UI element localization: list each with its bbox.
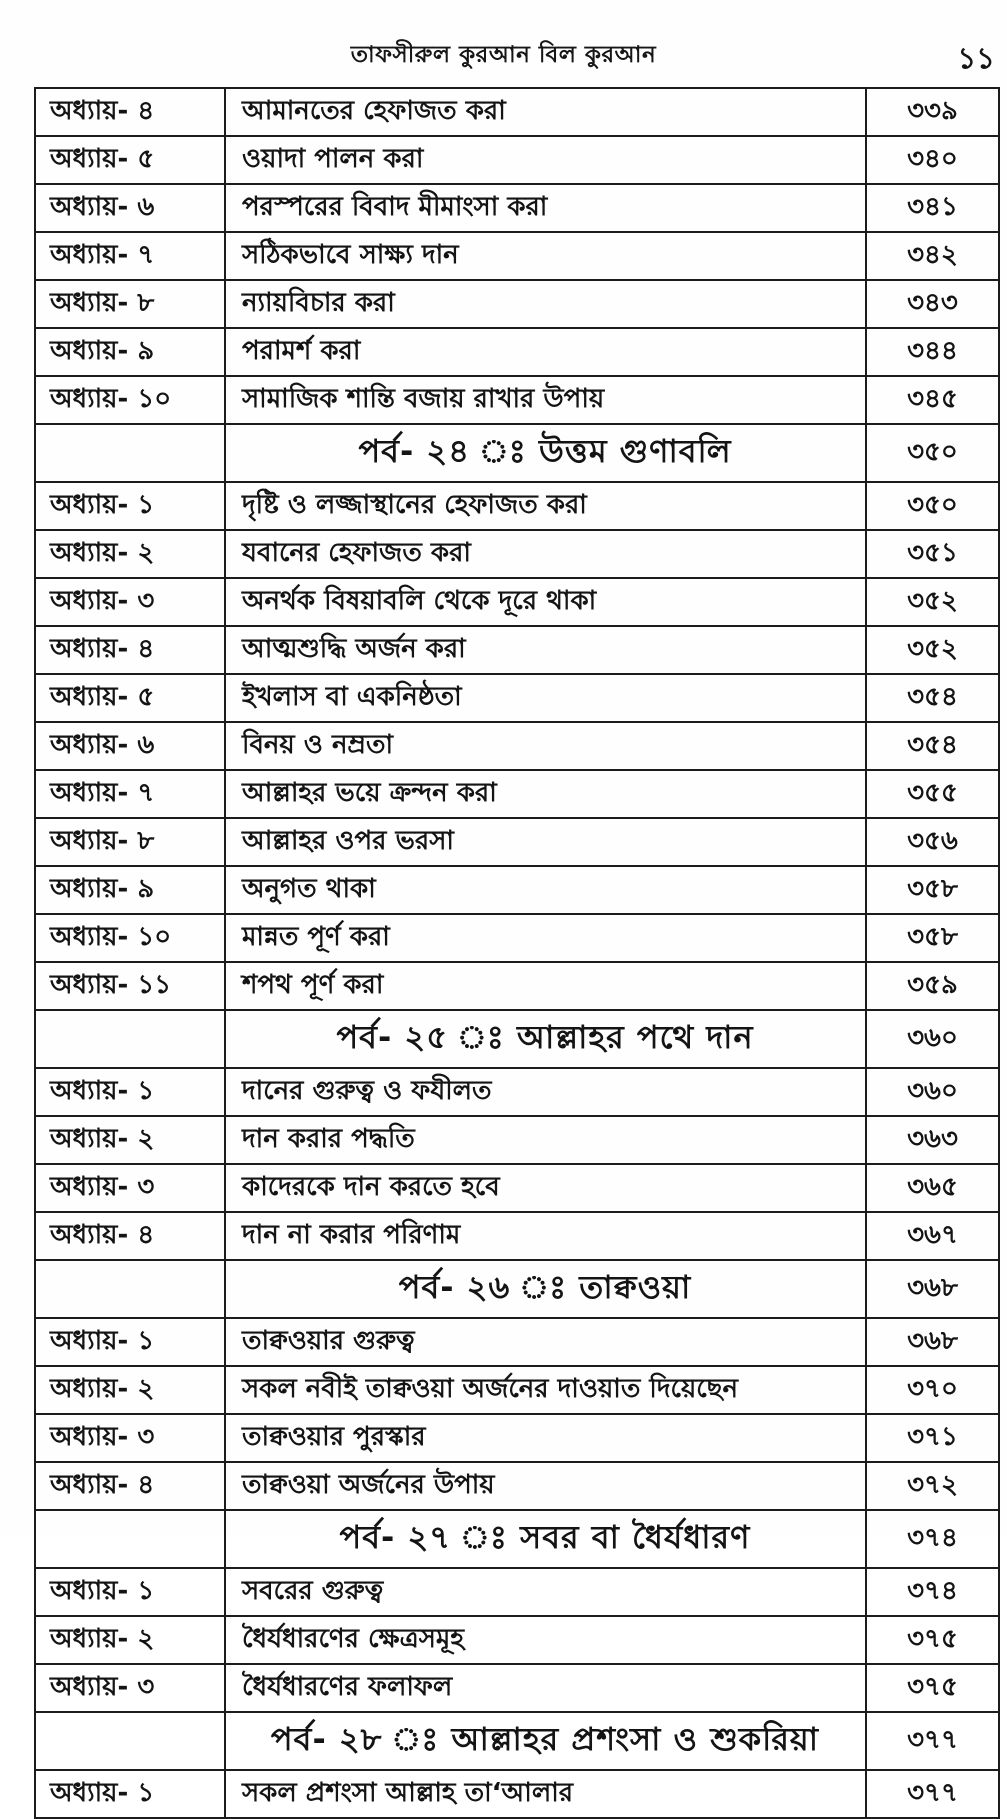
page-number: ৩৪৩ — [866, 280, 999, 328]
chapter-label: অধ্যায়- ২ — [35, 1116, 225, 1164]
page-number: ৩৫৪ — [866, 674, 999, 722]
page-number: ৩৫৬ — [866, 818, 999, 866]
page-number: ৩৬৭ — [866, 1212, 999, 1260]
toc-section-row — [35, 1510, 999, 1568]
chapter-title: সঠিকভাবে সাক্ষ্য দান — [225, 232, 866, 280]
toc-chapter-row — [35, 376, 999, 424]
chapter-title: সামাজিক শান্তি বজায় রাখার উপায় — [225, 376, 866, 424]
section-title: পর্ব- ২৬ ঃ তাক্বওয়া — [225, 1260, 866, 1318]
chapter-label: অধ্যায়- ৬ — [35, 722, 225, 770]
chapter-label: অধ্যায়- ৪ — [35, 1212, 225, 1260]
chapter-title: ওয়াদা পালন করা — [225, 136, 866, 184]
chapter-title: কাদেরকে দান করতে হবে — [225, 1164, 866, 1212]
chapter-label: অধ্যায়- ১ — [35, 1318, 225, 1366]
chapter-label: অধ্যায়- ২ — [35, 1366, 225, 1414]
chapter-label: অধ্যায়- ৫ — [35, 136, 225, 184]
page-number: ৩৪৪ — [866, 328, 999, 376]
chapter-title: দৃষ্টি ও লজ্জাস্থানের হেফাজত করা — [225, 482, 866, 530]
section-title: পর্ব- ২৫ ঃ আল্লাহর পথে দান — [225, 1010, 866, 1068]
chapter-title: ন্যায়বিচার করা — [225, 280, 866, 328]
chapter-label: অধ্যায়- ১ — [35, 482, 225, 530]
chapter-label: অধ্যায়- ৫ — [35, 674, 225, 722]
chapter-label — [35, 424, 225, 482]
chapter-label: অধ্যায়- ২ — [35, 1616, 225, 1664]
chapter-label: অধ্যায়- ৪ — [35, 1462, 225, 1510]
chapter-title: ইখলাস বা একনিষ্ঠতা — [225, 674, 866, 722]
chapter-title: আল্লাহর ওপর ভরসা — [225, 818, 866, 866]
chapter-title: অনুগত থাকা — [225, 866, 866, 914]
chapter-label — [35, 1010, 225, 1068]
page-number: ৩৫০ — [866, 482, 999, 530]
toc-chapter-row — [35, 770, 999, 818]
page-number: ৩৬৮ — [866, 1318, 999, 1366]
corner-page-number: ১১ — [957, 41, 995, 75]
page-number: ৩৭১ — [866, 1414, 999, 1462]
chapter-label — [35, 1510, 225, 1568]
chapter-label: অধ্যায়- ৬ — [35, 184, 225, 232]
toc-chapter-row — [35, 530, 999, 578]
toc-chapter-row — [35, 1318, 999, 1366]
toc-chapter-row — [35, 1212, 999, 1260]
page-number: ৩৪৫ — [866, 376, 999, 424]
table-of-contents — [34, 87, 1000, 1819]
chapter-label: অধ্যায়- ৩ — [35, 1664, 225, 1712]
page-number: ৩৭৭ — [866, 1712, 999, 1770]
page-number: ৩৬৮ — [866, 1260, 999, 1318]
page-number: ৩৪১ — [866, 184, 999, 232]
page-number: ৩৫২ — [866, 578, 999, 626]
chapter-title: তাক্বওয়ার গুরুত্ব — [225, 1318, 866, 1366]
toc-chapter-row — [35, 722, 999, 770]
chapter-label: অধ্যায়- ১ — [35, 1568, 225, 1616]
chapter-title: সবরের গুরুত্ব — [225, 1568, 866, 1616]
chapter-label: অধ্যায়- ৪ — [35, 88, 225, 136]
chapter-label: অধ্যায়- ৪ — [35, 626, 225, 674]
toc-chapter-row — [35, 578, 999, 626]
toc-chapter-row — [35, 1616, 999, 1664]
toc-chapter-row — [35, 1068, 999, 1116]
section-title: পর্ব- ২৮ ঃ আল্লাহর প্রশংসা ও শুকরিয়া — [225, 1712, 866, 1770]
toc-chapter-row — [35, 1770, 999, 1818]
page-number: ৩৫৪ — [866, 722, 999, 770]
page-header-title: তাফসীরুল কুরআন বিল কুরআন — [350, 42, 657, 68]
chapter-title: মান্নত পূর্ণ করা — [225, 914, 866, 962]
page-number: ৩৬৫ — [866, 1164, 999, 1212]
chapter-title: আল্লাহর ভয়ে ক্রন্দন করা — [225, 770, 866, 818]
chapter-title: তাক্বওয়া অর্জনের উপায় — [225, 1462, 866, 1510]
page-number: ৩৪২ — [866, 232, 999, 280]
toc-chapter-row — [35, 1414, 999, 1462]
toc-section-row — [35, 424, 999, 482]
page-number: ৩৫০ — [866, 424, 999, 482]
toc-chapter-row — [35, 1116, 999, 1164]
chapter-label: অধ্যায়- ৮ — [35, 280, 225, 328]
toc-section-row — [35, 1712, 999, 1770]
toc-chapter-row — [35, 88, 999, 136]
page-number: ৩৭৫ — [866, 1664, 999, 1712]
page-number: ৩৫৮ — [866, 914, 999, 962]
chapter-label: অধ্যায়- ১ — [35, 1068, 225, 1116]
chapter-title: শপথ পূর্ণ করা — [225, 962, 866, 1010]
chapter-title: সকল প্রশংসা আল্লাহ তা‘আলার — [225, 1770, 866, 1818]
chapter-title: সকল নবীই তাক্বওয়া অর্জনের দাওয়াত দিয়েছেন — [225, 1366, 866, 1414]
chapter-title: যবানের হেফাজত করা — [225, 530, 866, 578]
section-title: পর্ব- ২৪ ঃ উত্তম গুণাবলি — [225, 424, 866, 482]
toc-chapter-row — [35, 232, 999, 280]
page-number: ৩৪০ — [866, 136, 999, 184]
page-number: ৩৫২ — [866, 626, 999, 674]
page-number: ৩৩৯ — [866, 88, 999, 136]
page-number: ৩৭২ — [866, 1462, 999, 1510]
chapter-label — [35, 1712, 225, 1770]
toc-chapter-row — [35, 280, 999, 328]
chapter-label: অধ্যায়- ৩ — [35, 578, 225, 626]
page-number: ৩৭৫ — [866, 1616, 999, 1664]
toc-chapter-row — [35, 136, 999, 184]
toc-chapter-row — [35, 1664, 999, 1712]
toc-chapter-row — [35, 184, 999, 232]
chapter-title: আমানতের হেফাজত করা — [225, 88, 866, 136]
toc-chapter-row — [35, 1366, 999, 1414]
chapter-title: পরামর্শ করা — [225, 328, 866, 376]
toc-section-row — [35, 1260, 999, 1318]
chapter-title: তাক্বওয়ার পুরস্কার — [225, 1414, 866, 1462]
chapter-label — [35, 1260, 225, 1318]
chapter-label: অধ্যায়- ৮ — [35, 818, 225, 866]
toc-chapter-row — [35, 1164, 999, 1212]
page-number: ৩৫১ — [866, 530, 999, 578]
toc-chapter-row — [35, 1568, 999, 1616]
toc-chapter-row — [35, 482, 999, 530]
chapter-label: অধ্যায়- ৩ — [35, 1414, 225, 1462]
toc-chapter-row — [35, 962, 999, 1010]
page-number: ৩৫৯ — [866, 962, 999, 1010]
chapter-title: ধৈর্যধারণের ক্ষেত্রসমূহ — [225, 1616, 866, 1664]
chapter-title: দান করার পদ্ধতি — [225, 1116, 866, 1164]
chapter-title: দান না করার পরিণাম — [225, 1212, 866, 1260]
toc-chapter-row — [35, 626, 999, 674]
toc-chapter-row — [35, 674, 999, 722]
chapter-title: বিনয় ও নম্রতা — [225, 722, 866, 770]
chapter-label: অধ্যায়- ১১ — [35, 962, 225, 1010]
toc-chapter-row — [35, 818, 999, 866]
chapter-label: অধ্যায়- ৭ — [35, 770, 225, 818]
chapter-title: অনর্থক বিষয়াবলি থেকে দূরে থাকা — [225, 578, 866, 626]
toc-chapter-row — [35, 1462, 999, 1510]
section-title: পর্ব- ২৭ ঃ সবর বা ধৈর্যধারণ — [225, 1510, 866, 1568]
chapter-label: অধ্যায়- ১০ — [35, 914, 225, 962]
chapter-label: অধ্যায়- ২ — [35, 530, 225, 578]
chapter-title: দানের গুরুত্ব ও ফযীলত — [225, 1068, 866, 1116]
chapter-label: অধ্যায়- ৯ — [35, 866, 225, 914]
page-number: ৩৫৫ — [866, 770, 999, 818]
toc-section-row — [35, 1010, 999, 1068]
chapter-title: আত্মশুদ্ধি অর্জন করা — [225, 626, 866, 674]
page-number: ৩৬০ — [866, 1068, 999, 1116]
chapter-label: অধ্যায়- ১০ — [35, 376, 225, 424]
page-number: ৩৭৪ — [866, 1568, 999, 1616]
chapter-label: অধ্যায়- ১ — [35, 1770, 225, 1818]
toc-table-body — [35, 88, 999, 1818]
chapter-title: পরস্পরের বিবাদ মীমাংসা করা — [225, 184, 866, 232]
toc-chapter-row — [35, 328, 999, 376]
chapter-label: অধ্যায়- ৩ — [35, 1164, 225, 1212]
page-number: ৩৬৩ — [866, 1116, 999, 1164]
page-number: ৩৭৪ — [866, 1510, 999, 1568]
chapter-label: অধ্যায়- ৯ — [35, 328, 225, 376]
chapter-label: অধ্যায়- ৭ — [35, 232, 225, 280]
toc-chapter-row — [35, 866, 999, 914]
page-number: ৩৫৮ — [866, 866, 999, 914]
page-number: ৩৭৭ — [866, 1770, 999, 1818]
chapter-title: ধৈর্যধারণের ফলাফল — [225, 1664, 866, 1712]
toc-chapter-row — [35, 914, 999, 962]
page-number: ৩৭০ — [866, 1366, 999, 1414]
page-number: ৩৬০ — [866, 1010, 999, 1068]
